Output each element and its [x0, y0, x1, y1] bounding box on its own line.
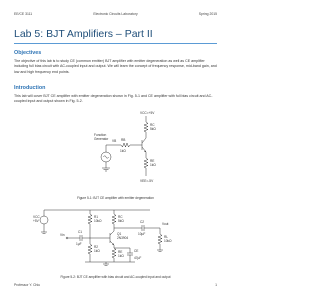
r2-value: 1kΩ — [94, 249, 100, 253]
ce-label: CE — [134, 249, 139, 253]
page-title: Lab 5: BJT Amplifiers – Part II — [14, 28, 153, 40]
r1-label: R1 — [94, 215, 99, 219]
figure-5-1-schematic — [68, 108, 178, 190]
ce-value: 47µF — [134, 256, 142, 260]
figure-5-2-caption: Figure 5-2: BJT CE amplifier with bias circuit and AC-coupled input and output — [60, 275, 171, 279]
rc-value: 5kΩ — [118, 219, 124, 223]
r2-label: R2 — [94, 245, 99, 249]
vout-label: Vout — [162, 222, 169, 226]
rb-value: 1kΩ — [120, 149, 126, 153]
vee-label: VEE=-5V — [140, 179, 154, 183]
figure-5-2-schematic — [30, 204, 200, 274]
footer-author: Professor Y. Chiu — [14, 283, 41, 287]
figure-5-1-caption: Figure 5-1: BJT CE amplifier with emitter degeneration — [77, 196, 154, 200]
vcc-label: VCC — [33, 215, 40, 219]
objectives-heading: Objectives — [14, 50, 42, 56]
q1-label: Q1 — [117, 232, 122, 236]
page-header — [14, 12, 217, 18]
c1-label: C1 — [78, 230, 83, 234]
rc-label: RC — [150, 123, 155, 127]
re-value: 1kΩ — [118, 254, 124, 258]
rb-label: RB — [121, 138, 126, 142]
header-course: EE/CE 3111 — [14, 12, 33, 16]
vcc-value: +5V — [33, 219, 39, 223]
header-lab-name: Electronic Circuits Laboratory — [93, 12, 138, 16]
introduction-heading: Introduction — [14, 85, 46, 91]
generator-label-line2: Generator — [94, 137, 109, 141]
rc-label: RC — [118, 215, 123, 219]
header-term: Spring 2015 — [198, 12, 217, 16]
q1-value: 2N3904 — [117, 236, 129, 240]
introduction-text: This lab will cover BJT CE amplifier with emitter degeneration shown in Fig. 5-1 and CE amplifier with full bias circuit and AC-coupled input and output shown in Fig. 5-2. — [14, 94, 213, 104]
c2-label: C2 — [140, 220, 145, 224]
re-label: RE — [118, 250, 123, 254]
rl-label: RL — [164, 235, 169, 239]
generator-label-line1: Function — [94, 133, 107, 137]
vb-label: VB — [112, 139, 117, 143]
rc-value: 5kΩ — [150, 127, 156, 131]
page-number: 1 — [215, 283, 217, 287]
re-label: RE — [150, 159, 155, 163]
vcc-label: VCC=+5V — [140, 111, 155, 115]
title-underline — [14, 43, 217, 44]
rl-value: 10kΩ — [164, 239, 172, 243]
c1-value: 1µF — [76, 242, 82, 246]
re-value: 1kΩ — [150, 163, 156, 167]
objectives-text: The objective of this lab is to study CE (common emitter) BJT amplifier with emitter degeneration as well as CE amplifier including full bias circuit with AC-coupled input and output. We will learn the concept of frequency response, mid-band gain, and low and high frequency end points. — [14, 59, 217, 74]
vin-label: Vin — [60, 233, 65, 237]
c2-value: 10µF — [138, 232, 146, 236]
r1-value: 10kΩ — [94, 219, 102, 223]
